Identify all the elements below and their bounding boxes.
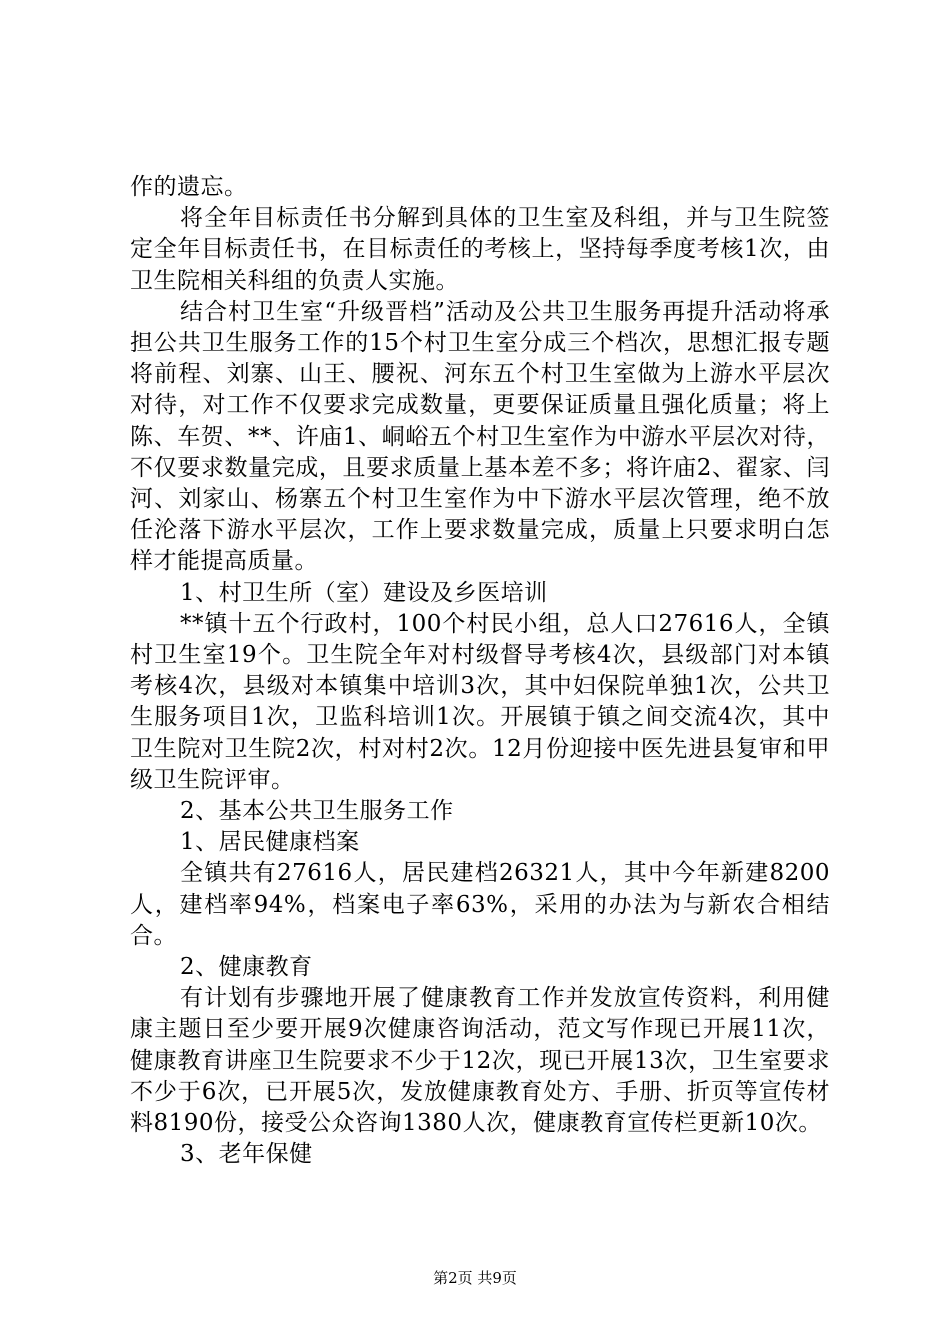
subsection-heading-1: 1、居民健康档案 [180,829,360,856]
subsection-heading-2: 2、健康教育 [180,954,313,981]
paragraph-5: 全镇共有27616人，居民建档26321人，其中今年新建8200人，建档率94%，档案电子率63%，采用的办法为与新农合相结合。 [130,860,830,949]
paragraph-3: 结合村卫生室“升级晋档”活动及公共卫生服务再提升活动将承担公共卫生服务工作的15个村卫生室分成三个档次，思想汇报专题将前程、刘寨、山王、腰祝、河东五个村卫生室做为上游水平层次对待，对工作不仅要求完成数量，更要保证质量且强化质量；将上陈、车贺、**、许庙1、峒峪五个村卫生室作为中游水平层次对待，不仅要求数量完成，且要求质量上基本差不多；将许庙2、翟家、闫河、刘家山、杨寨五个村卫生室作为中下游水平层次管理，绝不放任沦落下游水平层次，工作上要求数量完成，质量上只要求明白怎样才能提高质量。 [130,298,830,575]
section-heading-2: 2、基本公共卫生服务工作 [180,798,454,825]
document-body [130,172,830,1171]
paragraph-4: **镇十五个行政村，100个村民小组，总人口27616人，全镇村卫生室19个。卫生院全年对村级督导考核4次，县级部门对本镇考核4次，县级对本镇集中培训3次，其中妇保院单独1次，公共卫生服务项目1次，卫监科培训1次。开展镇于镇之间交流4次，其中卫生院对卫生院2次，村对村2次。12月份迎接中医先进县复审和甲级卫生院评审。 [130,610,830,793]
paragraph-2: 将全年目标责任书分解到具体的卫生室及科组，并与卫生院签定全年目标责任书，在目标责任的考核上，坚持每季度考核1次，由卫生院相关科组的负责人实施。 [130,205,830,294]
section-heading-1: 1、村卫生所（室）建设及乡医培训 [180,579,548,606]
page-footer: 第2页 共9页 [433,1269,517,1287]
paragraph-6: 有计划有步骤地开展了健康教育工作并发放宣传资料，利用健康主题日至少要开展9次健康咨询活动，范文写作现已开展11次，健康教育讲座卫生院要求不少于12次，现已开展13次，卫生室要求不少于6次，已开展5次，发放健康教育处方、手册、折页等宣传材料8190份，接受公众咨询1380人次，健康教育宣传栏更新10次。 [130,985,830,1137]
subsection-heading-3: 3、老年保健 [180,1141,313,1168]
paragraph-1: 作的遗忘。 [130,174,248,200]
